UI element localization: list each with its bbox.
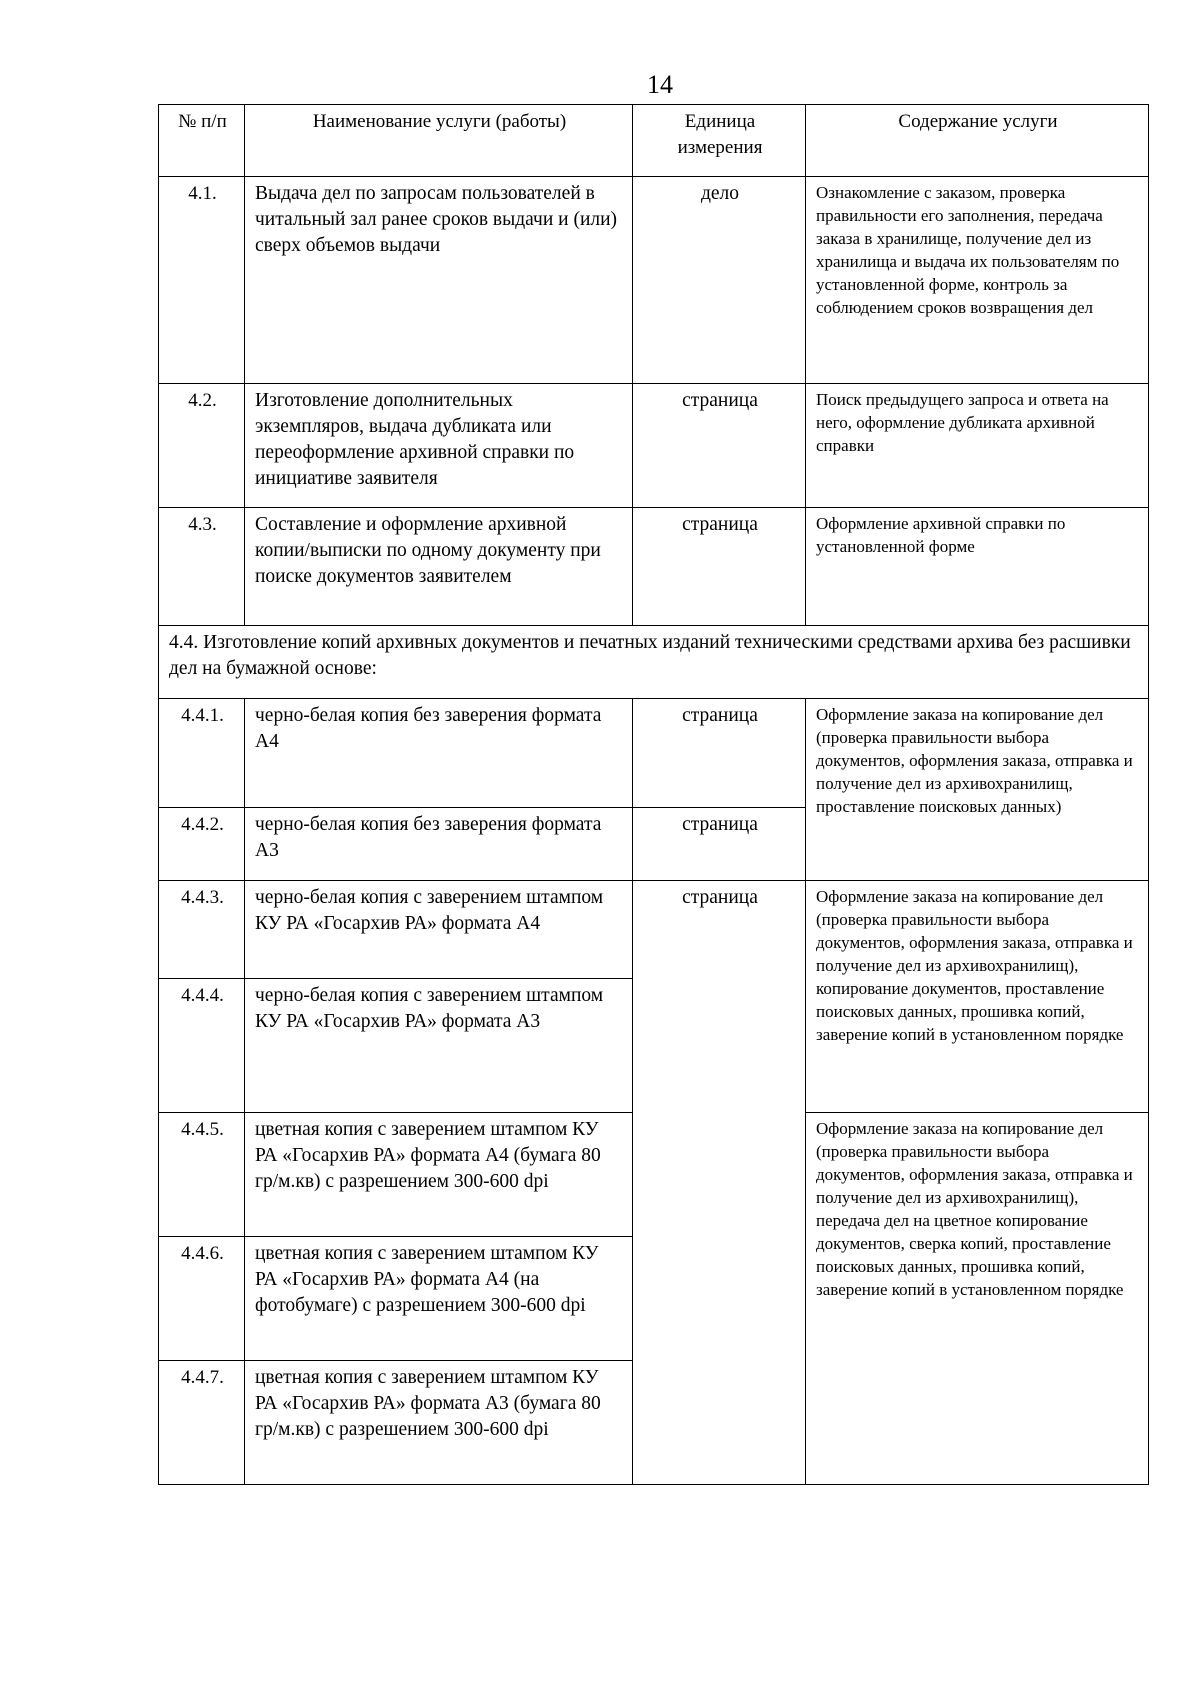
row-desc: Поиск предыдущего запроса и ответа на него, оформление дубликата архивной справки [806, 384, 1149, 508]
desc-group-3: Оформление заказа на копирование дел (проверка правильности выбора документов, оформления заказа, отправка и получение дел из архивохранилищ), передача дел на цветное копирование документов, сверка копий, проставление поисковых данных, прошивка копий, заверение копий в установленном порядке [806, 1113, 1149, 1485]
header-name: Наименование услуги (работы) [245, 105, 633, 177]
table-row [159, 508, 1149, 626]
row-name: черно-белая копия с заверением штампом КУ РА «Госархив РА» формата А4 [245, 881, 633, 979]
row-name: цветная копия с заверением штампом КУ РА «Госархив РА» формата А4 (бумага 80 гр/м.кв) с разрешением 300-600 dpi [245, 1113, 633, 1237]
row-num: 4.4.7. [159, 1361, 245, 1485]
row-name: Выдача дел по запросам пользователей в читальный зал ранее сроков выдачи и (или) сверх объемов выдачи [245, 177, 633, 384]
table-row [159, 699, 1149, 808]
row-name: Изготовление дополнительных экземпляров, выдача дубликата или переоформление архивной справки по инициативе заявителя [245, 384, 633, 508]
header-num: № п/п [159, 105, 245, 177]
header-unit: Единица измерения [633, 105, 806, 177]
section-row [159, 626, 1149, 699]
row-unit: страница [633, 808, 806, 881]
row-name: черно-белая копия с заверением штампом КУ РА «Госархив РА» формата А3 [245, 979, 633, 1113]
row-unit: страница [633, 881, 806, 1485]
row-num: 4.4.4. [159, 979, 245, 1113]
row-name: цветная копия с заверением штампом КУ РА «Госархив РА» формата А4 (на фотобумаге) с разрешением 300-600 dpi [245, 1237, 633, 1361]
row-name: Составление и оформление архивной копии/выписки по одному документу при поиске документов заявителем [245, 508, 633, 626]
row-desc: Ознакомление с заказом, проверка правильности его заполнения, передача заказа в хранилище, получение дел из хранилища и выдача их пользователям по установленной форме, контроль за соблюдением сроков возвращения дел [806, 177, 1149, 384]
row-name: черно-белая копия без заверения формата А4 [245, 699, 633, 808]
row-num: 4.3. [159, 508, 245, 626]
desc-group-1: Оформление заказа на копирование дел (проверка правильности выбора документов, оформления заказа, отправка и получение дел из архивохранилищ, проставление поисковых данных) [806, 699, 1149, 881]
row-name: цветная копия с заверением штампом КУ РА «Госархив РА» формата А3 (бумага 80 гр/м.кв) с разрешением 300-600 dpi [245, 1361, 633, 1485]
row-desc: Оформление архивной справки по установленной форме [806, 508, 1149, 626]
row-unit: страница [633, 508, 806, 626]
table-row [159, 177, 1149, 384]
page-number: 14 [647, 70, 673, 99]
row-num: 4.4.2. [159, 808, 245, 881]
row-num: 4.1. [159, 177, 245, 384]
table-row [159, 384, 1149, 508]
row-num: 4.4.5. [159, 1113, 245, 1237]
row-name: черно-белая копия без заверения формата А3 [245, 808, 633, 881]
row-num: 4.4.3. [159, 881, 245, 979]
header-desc: Содержание услуги [806, 105, 1149, 177]
desc-group-2: Оформление заказа на копирование дел (проверка правильности выбора документов, оформления заказа, отправка и получение дел из архивохранилищ), копирование документов, проставление поисковых данных, прошивка копий, заверение копий в установленном порядке [806, 881, 1149, 1113]
table-row [159, 881, 1149, 979]
row-num: 4.2. [159, 384, 245, 508]
row-unit: дело [633, 177, 806, 384]
row-num: 4.4.1. [159, 699, 245, 808]
services-table [158, 104, 1149, 1485]
table-header-row [159, 105, 1149, 177]
row-unit: страница [633, 699, 806, 808]
section-4-4-heading: 4.4. Изготовление копий архивных документов и печатных изданий техническими средствами архива без расшивки дел на бумажной основе: [159, 626, 1149, 699]
row-num: 4.4.6. [159, 1237, 245, 1361]
row-unit: страница [633, 384, 806, 508]
